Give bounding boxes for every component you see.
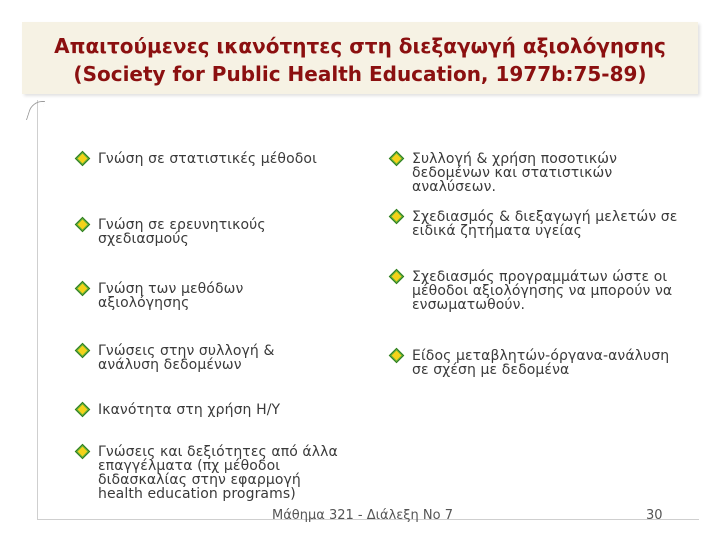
diamond-bullet-icon: [75, 343, 91, 359]
left-bullet-other-professions-line-1: Γνώσεις και δεξιότητες από άλλα: [98, 444, 338, 460]
diamond-bullet-icon: [75, 402, 91, 418]
right-bullet-health-studies-line-2: ειδικά ζητήματα υγείας: [412, 223, 582, 239]
left-bullet-research-design-line-1: Γνώση σε ερευνητικούς: [98, 217, 266, 233]
left-bullet-other-professions-line-2: επαγγέλματα (πχ μέθοδοι: [98, 458, 281, 474]
left-bullet-data-collection-line-2: ανάλυση δεδομένων: [98, 357, 242, 373]
right-bullet-program-design-line-1: Σχεδιασμός προγραμμάτων ώστε οι: [412, 269, 668, 285]
left-bullet-computer-skills-line-1: Ικανότητα στη χρήση Η/Υ: [98, 402, 281, 418]
right-bullet-program-design-line-2: μέθοδοι αξιολόγησης να μπορούν να: [412, 283, 673, 299]
left-bullet-other-professions-line-3: διδασκαλίας στην εφαρμογή: [98, 472, 301, 488]
slide-title-box: [22, 22, 698, 94]
right-bullet-quantitative-data-line-3: αναλύσεων.: [412, 179, 497, 195]
slide-title-line-2: (Society for Public Health Education, 1977b:75-89): [73, 62, 647, 86]
slide-title-line-1: Απαιτούμενες ικανότητες στη διεξαγωγή αξιολόγησης: [54, 34, 666, 58]
right-bullet-program-design-line-3: ενσωματωθούν.: [412, 297, 526, 313]
diamond-bullet-icon: [389, 151, 405, 167]
left-bullet-other-professions: [98, 445, 338, 501]
right-bullet-quantitative-data-line-2: δεδομένων και στατιστικών: [412, 165, 613, 181]
right-bullet-variable-types: [412, 349, 669, 377]
right-bullet-health-studies: [412, 210, 677, 238]
slide-frame-left-border: [37, 100, 38, 520]
left-bullet-computer-skills: [98, 403, 280, 417]
right-bullet-quantitative-data-line-1: Συλλογή & χρήση ποσοτικών: [412, 151, 617, 167]
footer-course-label: Μάθημα 321 - Διάλεξη Νο 7: [272, 508, 454, 523]
left-bullet-research-design: [98, 218, 266, 246]
left-bullet-other-professions-line-4: health education programs): [98, 486, 296, 502]
right-bullet-health-studies-line-1: Σχεδιασμός & διεξαγωγή μελετών σε: [412, 209, 678, 225]
diamond-bullet-icon: [389, 209, 405, 225]
left-bullet-research-design-line-2: σχεδιασμούς: [98, 231, 189, 247]
left-bullet-statistics: [98, 152, 317, 166]
left-bullet-evaluation-methods-line-1: Γνώση των μεθόδων: [98, 281, 244, 297]
footer-page-number: 30: [646, 508, 663, 523]
right-bullet-quantitative-data: [412, 152, 617, 194]
diamond-bullet-icon: [75, 444, 91, 460]
left-bullet-evaluation-methods-line-2: αξιολόγησης: [98, 295, 190, 311]
left-bullet-data-collection: [98, 344, 274, 372]
left-bullet-data-collection-line-1: Γνώσεις στην συλλογή &: [98, 343, 275, 359]
slide-frame-curl-decoration: [26, 101, 45, 120]
right-bullet-variable-types-line-1: Είδος μεταβλητών-όργανα-ανάλυση: [412, 348, 670, 364]
diamond-bullet-icon: [75, 217, 91, 233]
left-bullet-evaluation-methods: [98, 282, 243, 310]
left-bullet-statistics-line-1: Γνώση σε στατιστικές μέθοδοι: [98, 151, 317, 167]
diamond-bullet-icon: [75, 151, 91, 167]
diamond-bullet-icon: [75, 281, 91, 297]
right-bullet-variable-types-line-2: σε σχέση με δεδομένα: [412, 362, 570, 378]
diamond-bullet-icon: [389, 269, 405, 285]
diamond-bullet-icon: [389, 348, 405, 364]
right-bullet-program-design: [412, 270, 672, 312]
